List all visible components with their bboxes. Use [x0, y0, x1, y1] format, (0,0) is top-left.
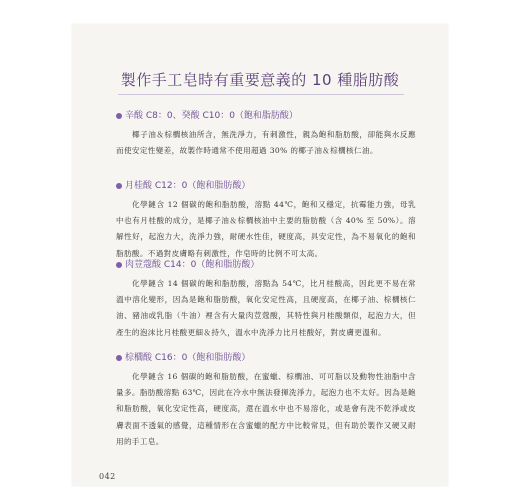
section-heading: 月桂酸 C12：0（飽和脂肪酸） [125, 181, 251, 191]
section-heading: 肉荳蔻酸 C14：0（飽和脂肪酸） [125, 260, 260, 270]
section-body: 椰子油＆棕櫚核油所含，無洗淨力，有刺激性，親為飽和脂肪酸，卻能與水反應而使安定性變差，故製作時通常不使用超過 30% 的椰子油＆棕櫚核仁油。 [116, 130, 416, 156]
page-title: 製作手工皂時有重要意義的 10 種脂肪酸 [120, 71, 400, 89]
section-body: 化學鏈含 16 個碳的飽和脂肪酸，在蜜蠟、棕櫚油、可可脂以及動物性油脂中含量多。脂肪酸溶點 63℃，因此在冷水中無法發揮洗淨力，起泡力也不太好。因為是飽和脂肪酸，氧化安定性高，硬度高，還在溫水中也不易溶化，或是會有洗不乾淨或皮膚表面不透氣的感覺，這種情形在含蜜蠟的配方中比較常見，但有助於製作又硬又耐用的手工皂。 [116, 372, 416, 446]
page-number: 042 [99, 472, 116, 481]
section-heading: 棕櫚酸 C16：0（飽和脂肪酸） [125, 353, 251, 363]
section-palmitic-acid [116, 352, 416, 450]
section-body: 化學鏈含 14 個碳的飽和脂肪酸，溶點為 54℃，比月桂酸高，因此更不易在常溫中溶化變形，因為是飽和脂肪酸，氧化安定性高，且硬度高，在椰子油、棕櫚核仁油、豬油或乳脂（牛油）裡含有大量肉荳蔻酸，其特性與月桂酸類似，起泡力大，但產生的泡沫比月桂酸更細＆持久，溫水中洗淨力比月桂酸好，對皮膚更溫和。 [116, 279, 416, 337]
section-caprylic-capric-acid [116, 110, 416, 159]
section-body: 化學鏈含 12 個碳的飽和脂肪酸，溶點 44℃，飽和又穩定，抗霉能力強，母乳中也有月桂酸的成分，是椰子油＆棕櫚核油中主要的脂肪酸（含 40% 至 50%）。溶解性好，起泡力大，洗淨力強，耐硬水性佳，硬度高，具安定性，為不易氧化的飽和脂肪酸。不過對皮膚略有刺激性，作皂時的比例不可太高。 [116, 200, 416, 258]
bullet-dot-icon [116, 262, 122, 268]
section-heading: 辛酸 C8：0、癸酸 C10：0（飽和脂肪酸） [125, 111, 298, 121]
bullet-dot-icon [116, 355, 122, 361]
book-page [72, 24, 448, 486]
section-lauric-acid [116, 180, 416, 262]
title-divider [118, 94, 404, 95]
bullet-dot-icon [116, 183, 122, 189]
bullet-dot-icon [116, 113, 122, 119]
section-myristic-acid [116, 259, 416, 341]
